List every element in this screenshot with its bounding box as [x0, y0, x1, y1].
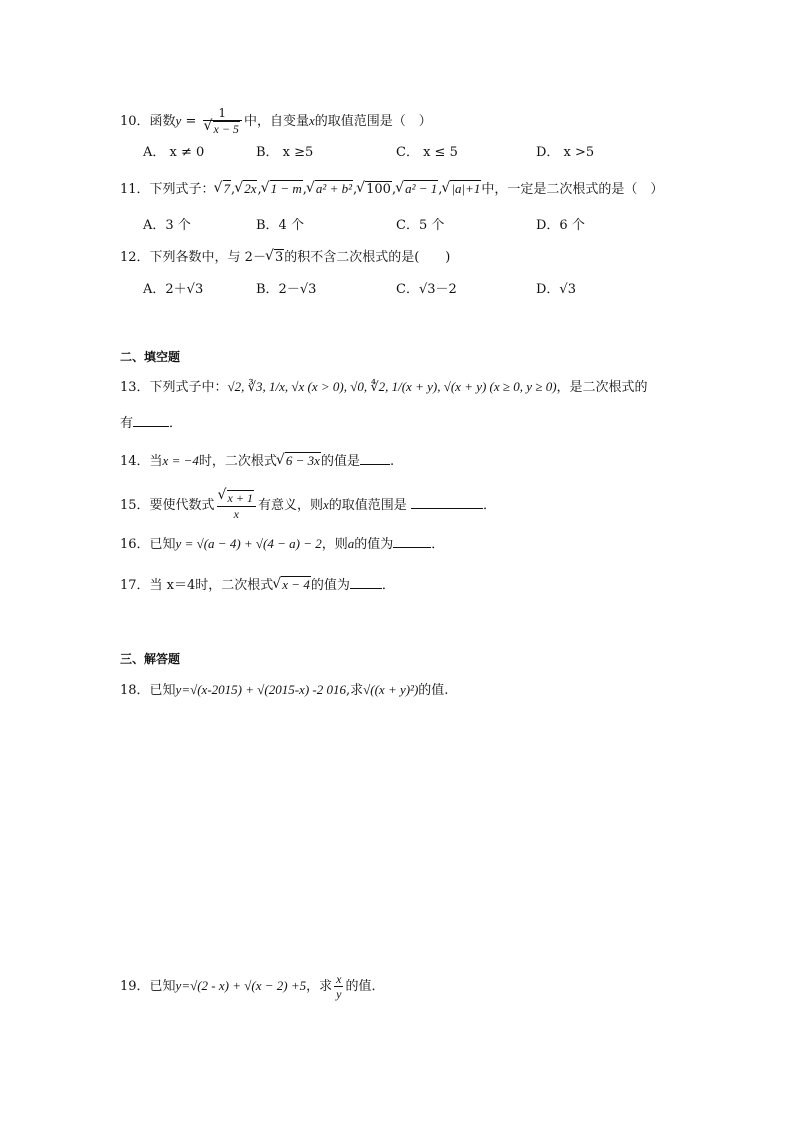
question-15 [120, 490, 496, 521]
q15-answer-blank[interactable] [411, 496, 483, 509]
q19-frac-den: y [336, 987, 342, 1001]
q14-sqrt [277, 452, 321, 472]
q18-text-c: 的值. [418, 683, 449, 698]
q13-text-b: ，是二次根式的 [556, 380, 648, 395]
q13-answer-blank[interactable] [133, 414, 169, 427]
q14-text-c: 的值是 [320, 454, 360, 469]
question-13-line2 [120, 414, 182, 434]
q12-rad: 3 [274, 250, 284, 265]
q18-text-b: ,求 [345, 683, 364, 698]
q11-expr-5-rad: 100 [366, 182, 391, 197]
q11-option-c[interactable]: C．5 个 [396, 218, 445, 233]
q16-text-a: 16．已知 [120, 537, 176, 552]
q15-var: x [323, 497, 329, 512]
q16-end: ． [431, 537, 445, 552]
q13-text-a: 13．下列式子中： [120, 380, 228, 395]
q10-frac-num: 1 [203, 106, 242, 121]
question-17 [120, 576, 395, 596]
q10-sqrt [205, 121, 240, 137]
q16-answer-blank[interactable] [393, 535, 431, 548]
q11-expr-1 [215, 180, 232, 200]
q10-fraction [203, 106, 242, 137]
q17-answer-blank[interactable] [350, 576, 382, 589]
q12-text-a: 12．下列各数中，与 2－ [120, 250, 266, 265]
q13-line2: 有 [120, 416, 134, 431]
q10-number: 10．函数 [120, 114, 176, 129]
q11-expr-1-rad: 7 [223, 181, 231, 196]
q17-sqrt [273, 576, 311, 596]
section-answer-heading: 三、解答题 [120, 652, 181, 666]
q19-text-c: 的值． [345, 979, 385, 994]
q15-text-c: 的取值范围是 [328, 498, 407, 513]
q13-exprs: √2, ∛3, 1/x, √x (x > 0), √0, ∜2, 1/(x + y), √(x + y) (x ≥ 0, y ≥ 0) [227, 379, 557, 394]
q17-end: ． [381, 578, 395, 593]
q18-expr2: √((x + y)²) [363, 682, 419, 697]
q15-frac-num: x + 1 [227, 491, 253, 505]
question-19 [120, 972, 384, 1001]
q10-rest2: 的取值范围是（ ） [314, 114, 432, 129]
q10-option-c[interactable]: C． x ≤ 5 [396, 145, 458, 160]
q11-expr-2-rad: 2x [244, 181, 257, 196]
q10-option-d[interactable]: D． x >5 [536, 145, 595, 160]
q12-sqrt [266, 248, 284, 268]
q15-fraction [217, 490, 256, 521]
q15-end: ． [482, 498, 496, 513]
q11-expr-3 [262, 180, 303, 200]
q11-option-b[interactable]: B．4 个 [256, 218, 304, 233]
q10-frac-den: x − 5 [213, 122, 239, 136]
q18-text-a: 18．已知 [120, 683, 176, 698]
q11-expr-4 [307, 180, 353, 200]
q14-text-b: 时，二次根式 [198, 454, 277, 469]
q14-text-a: 14．当 [120, 454, 163, 469]
q12-option-a[interactable]: A．2＋√3 [143, 282, 204, 297]
q17-rad: x − 4 [282, 577, 310, 592]
q18-expr: y=√(x-2015) + √(2015-x) -2 016 [175, 682, 346, 697]
question-16 [120, 534, 444, 555]
q11-rest: 中，一定是二次根式的是（ ） [481, 182, 664, 197]
q11-expr-6-rad: a² − 1 [405, 181, 438, 196]
q16-text-b: ，则 [321, 537, 348, 552]
q13-end: ． [169, 416, 183, 431]
q19-fraction [334, 972, 343, 1001]
q11-expr-6 [396, 180, 438, 200]
q10-var: x [308, 113, 315, 128]
q19-text-a: 19．已知 [120, 979, 176, 994]
section-fill-in-heading: 二、填空题 [120, 350, 181, 364]
q14-end: . [389, 454, 395, 469]
q11-expr-7 [442, 180, 481, 200]
q11-number: 11．下列式子： [120, 182, 215, 197]
q15-text-b: 有意义，则 [257, 498, 323, 513]
q12-option-d[interactable]: D．√3 [536, 282, 576, 297]
q10-y: y [175, 113, 182, 128]
q11-expr-7-rad: |a|+1 [451, 181, 481, 196]
q15-num-wrap [217, 490, 256, 507]
q11-option-d[interactable]: D．6 个 [536, 218, 585, 233]
q15-frac-den: x [233, 507, 239, 521]
q19-text-b: ，求 [306, 979, 333, 994]
q14-rad: 6 − 3x [285, 453, 320, 468]
question-10 [120, 106, 432, 137]
q10-option-b[interactable]: B． x ≥5 [256, 145, 314, 160]
q17-text-b: 的值为 [310, 578, 350, 593]
q19-frac-num: x [336, 972, 342, 986]
question-12 [120, 248, 450, 268]
q16-text-c: 的值为 [354, 537, 394, 552]
q10-eq: = [181, 114, 201, 129]
q11-expr-3-rad: 1 − m [270, 181, 302, 196]
q10-frac-den-wrap [203, 121, 242, 137]
q16-pow: a [347, 536, 355, 551]
q14-cond: x = −4 [162, 453, 199, 468]
question-14 [120, 451, 394, 472]
q10-rest: 中，自变量 [243, 114, 309, 129]
q11-expr-4-rad: a² + b² [315, 181, 352, 196]
q19-expr: y=√(2 - x) + √(x − 2) +5 [175, 978, 307, 993]
q11-option-a[interactable]: A．3 个 [143, 218, 191, 233]
q15-sqrt [219, 490, 254, 506]
q12-option-c[interactable]: C．√3－2 [396, 282, 457, 297]
question-18 [120, 680, 448, 701]
q12-option-b[interactable]: B．2－√3 [256, 282, 317, 297]
q10-option-a[interactable]: A． x ≠ 0 [143, 145, 205, 160]
q11-expr-2 [235, 180, 257, 200]
q14-answer-blank[interactable] [360, 452, 390, 465]
q15-text-a: 15．要使代数式 [120, 498, 215, 513]
q17-text-a: 17．当 x＝4时，二次根式 [120, 578, 274, 593]
question-11: 11．下列式子：√ 7,√ 2x,√ 1 − m,√ a² + b²,√ 100,√ a² − 1,√ |a|+1中，一定是二次根式的是（ ） [120, 180, 663, 200]
q16-expr: y = √(a − 4) + √(4 − a) − 2 [175, 536, 322, 551]
q12-text-b: 的积不含二次根式的是( ) [284, 250, 451, 265]
q11-expr-5 [357, 180, 392, 200]
question-13 [120, 377, 648, 398]
